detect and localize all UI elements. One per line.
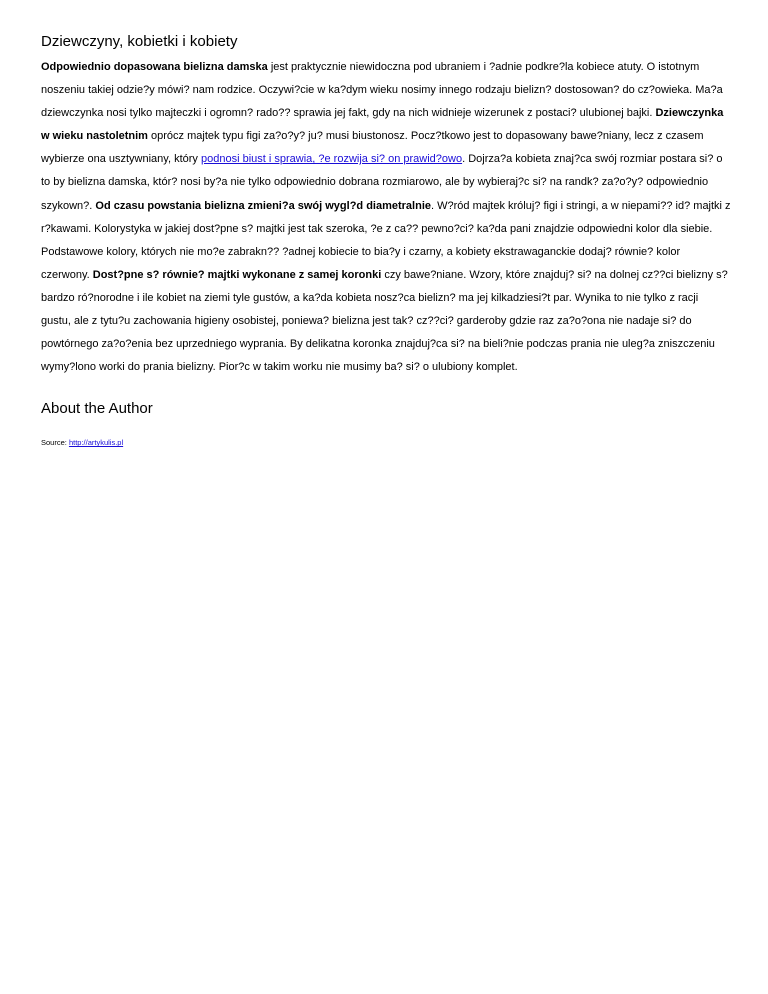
author-heading: About the Author: [41, 400, 153, 418]
article-bold-phrase-4: Dost?pne s? równie? majtki wykonane z samej koronki: [92, 268, 382, 281]
article-text-4: . W?ród majtek króluj? figi i stringi, a w niepami?? id? majtki z r?kawami. Kolorystyka w jakiej dost?pne s? majtki jest tak szeroka, ?e z ca?? pewno?ci? ka?da pani znajdzie odpowiedni kolor dla siebie. Podstawowe kolory, których nie mo?e zabrakn?? ?adnej kobiecie to bia?y i czarny, a kobiety ekstrawaganckie dodaj? równie? kolor czerwony.: [41, 199, 731, 281]
article-body: [41, 56, 731, 379]
source-link[interactable]: http://artykulis.pl: [68, 438, 124, 448]
article-text-1: jest praktycznie niewidoczna pod ubraniem i ?adnie podkre?la kobiece atuty. O istotnym noszeniu takiej odzie?y mówi? nam rodzice. Oczywi?cie w ka?dym wieku nosimy innego rodzaju bielizn? dostosowan? do cz?owieka. Ma?a dziewczynka nosi tylko majteczki i ogromn? rado?? sprawia jej fakt, gdy na nich widnieje wizerunek z postaci? ulubionej bajki.: [41, 61, 723, 120]
article-text-2: oprócz majtek typu figi za?o?y? ju? musi biustonosz. Pocz?tkowo jest to dopasowany bawe?niany, lecz z czasem wybierze ona usztywniany, który: [41, 130, 704, 166]
article-text-3: . Dojrza?a kobieta znaj?ca swój rozmiar postara si? o to by bielizna damska, któr? nosi by?a nie tylko odpowiednio dobrana rozmiarowo, ale by wybieraj?c si? na randk? za?o?y? odpowiednio szykown?.: [41, 153, 723, 212]
article-bold-phrase-1: Odpowiednio dopasowana bielizna damska: [41, 61, 268, 73]
article-title: Dziewczyny, kobietki i kobiety: [41, 33, 238, 50]
article-text-5: czy bawe?niane. Wzory, które znajduj? si? na dolnej cz??ci bielizny s? bardzo ró?norodne i ile kobiet na ziemi tyle gustów, a ka?da kobieta nosz?ca bielizn? ma jej kilkadziesi?t par. Wynika to nie tylko z racji gustu, ale z tytu?u zachowania higieny osobistej, poniewa? bielizna jest tak? cz??ci? garderoby gdzie raz za?o?ona nie nadaje si? do powtórnego za?o?enia bez uprzedniego wyprania. By delikatna koronka znajduj?ca si? na bieli?nie podczas prania nie uleg?a zniszczeniu wymy?lono worki do prania bielizny. Pior?c w takim worku nie musimy ba? si? o ulubiony komplet.: [41, 268, 728, 374]
article-page: [41, 32, 731, 448]
article-inline-link[interactable]: podnosi biust i sprawia, ?e rozwija si? on prawid?owo: [200, 153, 463, 166]
article-bold-phrase-2: Dziewczynka w wieku nastoletnim: [41, 107, 724, 143]
article-bold-phrase-3: Od czasu powstania bielizna zmieni?a swój wygl?d diametralnie: [95, 199, 431, 212]
source-line: [41, 438, 731, 448]
source-label: Source:: [41, 438, 69, 448]
